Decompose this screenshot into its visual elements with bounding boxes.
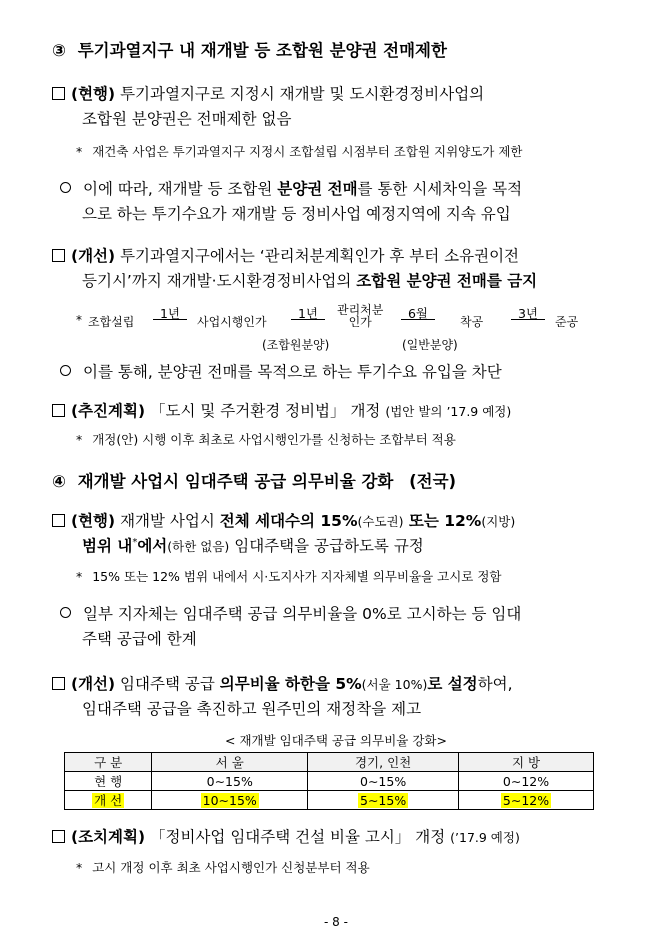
s4-plan-label: (조치계획): [71, 828, 146, 846]
flow-step-3-line2: 인가: [348, 315, 372, 329]
section-4-tag: (전국): [409, 472, 457, 491]
checkbox-square-icon: [52, 677, 65, 690]
s4-improve-line1: [52, 675, 513, 694]
s3-current-text1: 투기과열지구로 지정시 재개발 및 도시환경정비사업의: [120, 85, 485, 103]
flow-gap-3: 6월: [405, 304, 431, 322]
s4-current-t2: 임대주택을 공급하도록 규정: [229, 537, 424, 556]
s4-improve-label: (개선): [71, 675, 116, 693]
table-row: [65, 791, 594, 810]
table-cell: [65, 791, 152, 810]
s4-circle1-line1: [60, 605, 521, 624]
s3-circle1-bold: 분양권 전매: [277, 180, 358, 198]
s4-improve-b2: 로 설정: [427, 675, 478, 693]
flow-gap-2: 1년: [295, 304, 321, 322]
circle-bullet-icon: [60, 365, 71, 376]
s3-improve-text2b: 조합원 분양권 전매를 금지: [356, 272, 538, 290]
section-4-title: 재개발 사업시 임대주택 공급 의무비율 강화: [77, 472, 394, 491]
asterisk-icon: *: [76, 313, 82, 327]
s4-improve-s1: (서울 10%): [361, 677, 428, 692]
table-header: 서 울: [152, 753, 308, 772]
table-cell-highlight: 개 선: [94, 793, 123, 808]
flow-step-5: 준공: [555, 315, 579, 329]
s3-current-line2: 조합원 분양권은 전매제한 없음: [82, 110, 292, 128]
flow-gap-4: 3년: [515, 304, 541, 322]
s4-current-line1: [52, 512, 515, 531]
section-4-marker: ④: [52, 472, 66, 491]
flow-gap-1: 1년: [157, 304, 183, 322]
s4-plan-small: (’17.9 예정): [450, 830, 520, 845]
s4-current-t1: 재개발 사업시: [120, 512, 220, 530]
table-cell: 0∼12%: [459, 772, 594, 791]
checkbox-square-icon: [52, 514, 65, 527]
table-header: 지 방: [459, 753, 594, 772]
page-number: - 8 -: [324, 915, 348, 929]
table-cell: [459, 791, 594, 810]
checkbox-square-icon: [52, 830, 65, 843]
s3-improve-text1: 투기과열지구에서는 ‘관리처분계획인가 후 부터 소유권이전: [120, 247, 520, 265]
s4-plan-note-text: 고시 개정 이후 최초 사업시행인가 신청분부터 적용: [92, 860, 370, 875]
s3-current-label: (현행): [71, 85, 116, 103]
table-cell-highlight: 10∼15%: [202, 792, 257, 808]
s3-plan-law: 「도시 및 주거환경 정비법」 개정: [150, 402, 381, 420]
table-cell: 0∼15%: [308, 772, 459, 791]
flow-step-3: [337, 304, 383, 328]
table-header-row: [65, 753, 594, 772]
flow-step-3-line1: 관리처분: [337, 303, 384, 317]
circle-bullet-icon: [60, 182, 71, 193]
s4-improve-b1: 의무비율 하한을 5%: [219, 675, 362, 693]
table-caption: < 재개발 임대주택 공급 의무비율 강화>: [225, 733, 447, 748]
s4-current-s3: (하한 없음): [167, 539, 230, 555]
table-row: [65, 772, 594, 791]
s4-current-s1: (수도권): [357, 514, 404, 529]
section-3-heading: [52, 41, 447, 61]
s3-improve-label: (개선): [71, 247, 116, 265]
section-4-heading: [52, 472, 456, 492]
s4-current-b3: 범위 내: [82, 537, 133, 556]
table-cell: 0∼15%: [152, 772, 308, 791]
s3-improve-text2a: 등기시’까지 재개발·도시환경정비사업의: [82, 272, 357, 290]
section-3-title: 투기과열지구 내 재개발 등 조합원 분양권 전매제한: [77, 41, 447, 60]
s3-circle1-text2: 를 통한 시세차익을 목적: [357, 180, 523, 198]
s3-current-line1: [52, 85, 484, 104]
s3-plan-small: (법안 발의 ’17.9 예정): [385, 404, 512, 419]
checkbox-square-icon: [52, 404, 65, 417]
s4-current-note-text: 15% 또는 12% 범위 내에서 시·도지사가 지자체별 의무비율을 고시로 정함: [92, 569, 502, 584]
s4-current-b2: 또는 12%: [403, 512, 482, 530]
s4-plan: [52, 828, 520, 847]
table-header: 경기, 인천: [308, 753, 459, 772]
s4-current-note: [76, 569, 502, 584]
circle-bullet-icon: [60, 607, 71, 618]
s4-plan-law: 「정비사업 임대주택 건설 비율 고시」 개정: [150, 828, 446, 846]
s4-improve-t2: 하여,: [477, 675, 513, 693]
s3-current-note: [76, 144, 523, 159]
s4-circle1-text1: 일부 지자체는 임대주택 공급 의무비율을 0%로 고시하는 등 임대: [83, 605, 522, 623]
s4-improve-t1: 임대주택 공급: [115, 675, 220, 693]
s4-current-b1: 전체 세대수의 15%: [219, 512, 358, 530]
asterisk-icon: *: [76, 569, 83, 584]
s4-improve-line2: 임대주택 공급을 촉진하고 원주민의 재정착을 제고: [82, 700, 422, 718]
checkbox-square-icon: [52, 249, 65, 262]
table-cell: [152, 791, 308, 810]
s4-current-line2: [82, 537, 424, 556]
s3-improve-line1: [52, 247, 519, 266]
s4-current-s2: (지방): [481, 514, 516, 529]
s3-plan-note-text: 개정(안) 시행 이후 최초로 사업시행인가를 신청하는 조합부터 적용: [92, 432, 456, 447]
flow-label-general: (일반분양): [402, 338, 458, 352]
flow-step-2: 사업시행인가: [197, 315, 267, 329]
s3-circle1-text1: 이에 따라, 재개발 등 조합원: [83, 180, 278, 198]
asterisk-icon: *: [76, 860, 83, 875]
s4-plan-note: [76, 860, 370, 875]
flow-label-member: (조합원분양): [262, 338, 330, 352]
s3-plan: [52, 402, 511, 421]
s3-plan-note: [76, 432, 456, 447]
table-cell-highlight: 5∼12%: [502, 792, 550, 808]
checkbox-square-icon: [52, 87, 65, 100]
asterisk-icon: *: [76, 144, 83, 159]
s3-plan-label: (추진계획): [71, 402, 146, 420]
table-cell-highlight: 5∼15%: [360, 792, 407, 808]
s3-circle2-text: 이를 통해, 분양권 전매를 목적으로 하는 투기수요 유입을 차단: [83, 363, 502, 381]
table-cell: [308, 791, 459, 810]
s3-circle2: [60, 363, 502, 382]
s4-current-b4: 에서: [137, 537, 168, 556]
s3-circle1-line1: [60, 180, 522, 199]
s4-circle1-line2: 주택 공급에 한계: [82, 630, 197, 648]
table-cell: 현 행: [65, 772, 152, 791]
flow-step-4: 착공: [460, 315, 484, 329]
flow-step-1: 조합설립: [88, 315, 135, 329]
s3-improve-line2: [82, 272, 537, 291]
asterisk-icon: *: [76, 432, 83, 447]
s3-current-note-text: 재건축 사업은 투기과열지구 지정시 조합설립 시점부터 조합원 지위양도가 제한: [92, 144, 523, 159]
s4-current-label: (현행): [71, 512, 116, 530]
s3-circle1-line2: 으로 하는 투기수요가 재개발 등 정비사업 예정지역에 지속 유입: [82, 205, 511, 223]
section-3-marker: ③: [52, 41, 66, 60]
s4-current-star: *: [132, 537, 138, 548]
rental-ratio-table: [64, 752, 594, 810]
table-header: 구 분: [65, 753, 152, 772]
